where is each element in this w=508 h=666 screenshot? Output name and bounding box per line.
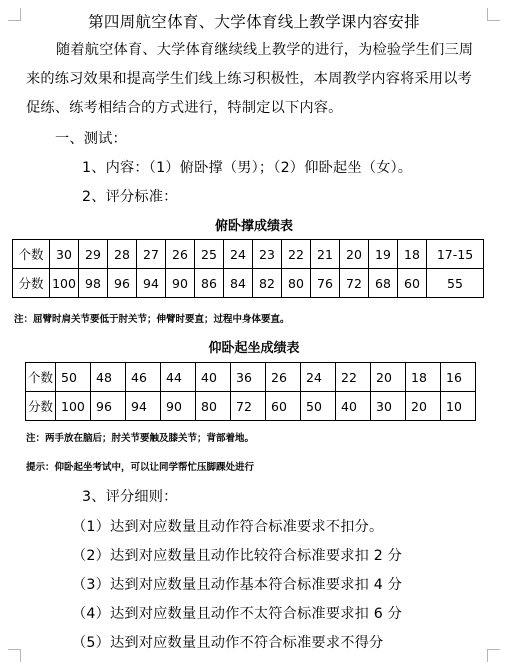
table-cell: 98 (79, 269, 108, 298)
table-row (13, 269, 484, 298)
table-cell: 26 (166, 240, 195, 269)
table-cell: 100 (50, 269, 79, 298)
situp-table-caption: 仰卧起坐成绩表 (208, 341, 300, 356)
scoring-rule-5: （5）达到对应数量且动作不符合标准要求不得分 (72, 635, 384, 651)
intro-paragraph (26, 36, 478, 123)
table-cell: 94 (126, 392, 161, 421)
scoring-details-heading: 3、评分细则： (82, 489, 178, 505)
table-cell: 82 (253, 269, 282, 298)
pushup-table-caption: 俯卧撑成绩表 (214, 219, 293, 234)
table-cell: 17-15 (427, 240, 484, 269)
table-cell: 90 (166, 269, 195, 298)
table-cell: 76 (311, 269, 340, 298)
situp-tip: 提示：仰卧起坐考试中，可以让同学帮忙压脚踝处进行 (26, 462, 255, 473)
table-cell: 22 (336, 363, 371, 392)
table-cell: 18 (406, 363, 441, 392)
table-cell: 19 (369, 240, 398, 269)
table-cell: 10 (441, 392, 476, 421)
table-cell: 20 (371, 363, 406, 392)
table-cell: 84 (224, 269, 253, 298)
table-cell: 36 (231, 363, 266, 392)
table-cell: 18 (398, 240, 427, 269)
table-cell: 22 (282, 240, 311, 269)
table-cell: 80 (196, 392, 231, 421)
situp-note: 注：两手放在脑后；肘关节要触及膝关节；背部着地。 (26, 433, 255, 444)
table-cell: 40 (336, 392, 371, 421)
intro-text: 随着航空体育、大学体育继续线上教学的进行，为检验学生们三周来的练习效果和提高学生们线上练习积极性，本周教学内容将采用以考促练、练考相结合的方式进行，特制定以下内容。 (26, 42, 474, 116)
table-cell: 20 (406, 392, 441, 421)
table-cell: 29 (79, 240, 108, 269)
pushup-note: 注：屈臂时肩关节要低于肘关节；伸臂时要直；过程中身体要直。 (14, 314, 290, 325)
document-title: 第四周航空体育、大学体育线上教学课内容安排 (88, 13, 420, 31)
table-cell: 21 (311, 240, 340, 269)
table-cell: 30 (371, 392, 406, 421)
situp-score-table (25, 362, 476, 421)
table-cell: 24 (224, 240, 253, 269)
table-cell: 27 (137, 240, 166, 269)
table-cell: 100 (56, 392, 91, 421)
table-cell: 55 (427, 269, 484, 298)
page-corner-mark (487, 649, 500, 662)
scoring-rule-2: （2）达到对应数量且动作比较符合标准要求扣 2 分 (72, 548, 403, 564)
table-row (26, 392, 476, 421)
row-header-score: 分数 (26, 392, 56, 421)
row-header-count: 个数 (26, 363, 56, 392)
table-cell: 46 (126, 363, 161, 392)
row-header-count: 个数 (13, 240, 50, 269)
scoring-rule-4: （4）达到对应数量且动作不太符合标准要求扣 6 分 (72, 606, 403, 622)
table-cell: 40 (196, 363, 231, 392)
table-row (13, 240, 484, 269)
row-header-score: 分数 (13, 269, 50, 298)
test-content-item: 1、内容：（1）俯卧撑（男）；（2）仰卧起坐（女）。 (82, 160, 413, 176)
scoring-standard-heading: 2、评分标准： (82, 189, 178, 205)
section-heading-test: 一、测试： (55, 131, 127, 147)
table-cell: 23 (253, 240, 282, 269)
pushup-score-table (12, 239, 484, 298)
table-cell: 96 (108, 269, 137, 298)
table-cell: 16 (441, 363, 476, 392)
table-cell: 96 (91, 392, 126, 421)
table-cell: 20 (340, 240, 369, 269)
table-cell: 44 (161, 363, 196, 392)
page-corner-mark (8, 649, 21, 662)
table-row (26, 363, 476, 392)
table-cell: 72 (340, 269, 369, 298)
table-cell: 26 (266, 363, 301, 392)
table-cell: 60 (266, 392, 301, 421)
scoring-rule-3: （3）达到对应数量且动作基本符合标准要求扣 4 分 (72, 577, 403, 593)
table-cell: 48 (91, 363, 126, 392)
scoring-rule-1: （1）达到对应数量且动作符合标准要求不扣分。 (72, 519, 384, 535)
table-cell: 80 (282, 269, 311, 298)
table-cell: 60 (398, 269, 427, 298)
table-cell: 30 (50, 240, 79, 269)
table-cell: 72 (231, 392, 266, 421)
table-cell: 90 (161, 392, 196, 421)
table-cell: 50 (301, 392, 336, 421)
table-cell: 25 (195, 240, 224, 269)
table-cell: 94 (137, 269, 166, 298)
table-cell: 28 (108, 240, 137, 269)
table-cell: 50 (56, 363, 91, 392)
table-cell: 24 (301, 363, 336, 392)
table-cell: 68 (369, 269, 398, 298)
table-cell: 86 (195, 269, 224, 298)
